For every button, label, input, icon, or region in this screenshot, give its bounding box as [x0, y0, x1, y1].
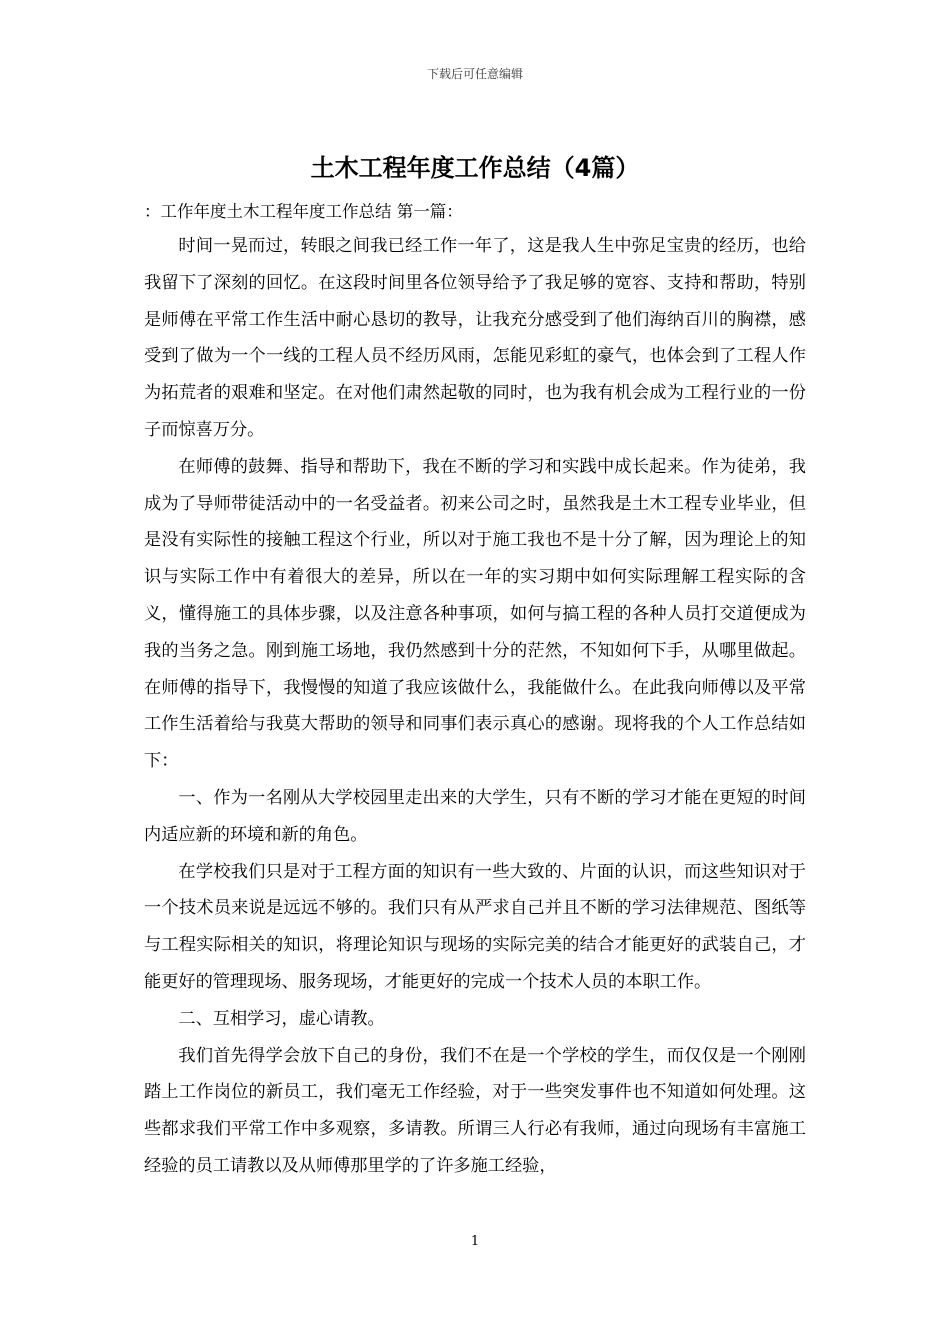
page-number: 1 — [470, 1234, 480, 1249]
page-header: 下载后可任意编辑 — [426, 67, 523, 81]
section-heading: 一、作为一名刚从大学校园里走出来的大学生，只有不断的学习才能在更短的时间内适应新的环境和新的角色。 — [144, 787, 806, 845]
document-title: 土木工程年度工作总结（4篇） — [310, 154, 640, 182]
paragraph: 在师傅的鼓舞、指导和帮助下，我在不断的学习和实践中成长起来。作为徒弟，我成为了导师带徒活动中的一名受益者。初来公司之时，虽然我是土木工程专业毕业，但是没有实际性的接触工程这个行业，所以对于施工我也不是十分了解，因为理论上的知识与实际工作中有着很大的差异，所以在一年的实习期中如何实际理解工程实际的含义，懂得施工的具体步骤，以及注意各种事项，如何与搞工程的各种人员打交道便成为我的当务之急。刚到施工场地，我仍然感到十分的茫然，不知如何下手，从哪里做起。在师傅的指导下，我慢慢的知道了我应该做什么，我能做什么。在此我向师傅以及平常工作生活着给与我莫大帮助的领导和同事们表示真心的感谢。现将我的个人工作总结如下： — [144, 456, 806, 772]
section-heading: 二、互相学习，虚心请教。 — [178, 1008, 385, 1029]
paragraph: 我们首先得学会放下自己的身份，我们不在是一个学校的学生，而仅仅是一个刚刚踏上工作岗位的新员工，我们毫无工作经验，对于一些突发事件也不知道如何处理。这些都求我们平常工作中多观察，多请教。所谓三人行必有我师，通过向现场有丰富施工经验的员工请教以及从师傅那里学的了许多施工经验， — [144, 1045, 806, 1176]
paragraph: 时间一晃而过，转眼之间我已经工作一年了，这是我人生中弥足宝贵的经历，也给我留下了深刻的回忆。在这段时间里各位领导给予了我足够的宽容、支持和帮助，特别是师傅在平常工作生活中耐心恳切的教导，让我充分感受到了他们海纳百川的胸襟，感受到了做为一个一线的工程人员不经历风雨，怎能见彩虹的豪气，也体会到了工程人作为拓荒者的艰难和坚定。在对他们肃然起敬的同时，也为我有机会成为工程行业的一份子而惊喜万分。 — [144, 236, 806, 440]
section-subtitle: ：工作年度土木工程年度工作总结 第一篇： — [144, 202, 463, 221]
paragraph: 在学校我们只是对于工程方面的知识有一些大致的、片面的认识，而这些知识对于一个技术员来说是远远不够的。我们只有从严求自己并且不断的学习法律规范、图纸等与工程实际相关的知识，将理论知识与现场的实际完美的结合才能更好的武装自己，才能更好的管理现场、服务现场，才能更好的完成一个技术人员的本职工作。 — [144, 861, 806, 992]
document-body — [144, 197, 806, 1185]
